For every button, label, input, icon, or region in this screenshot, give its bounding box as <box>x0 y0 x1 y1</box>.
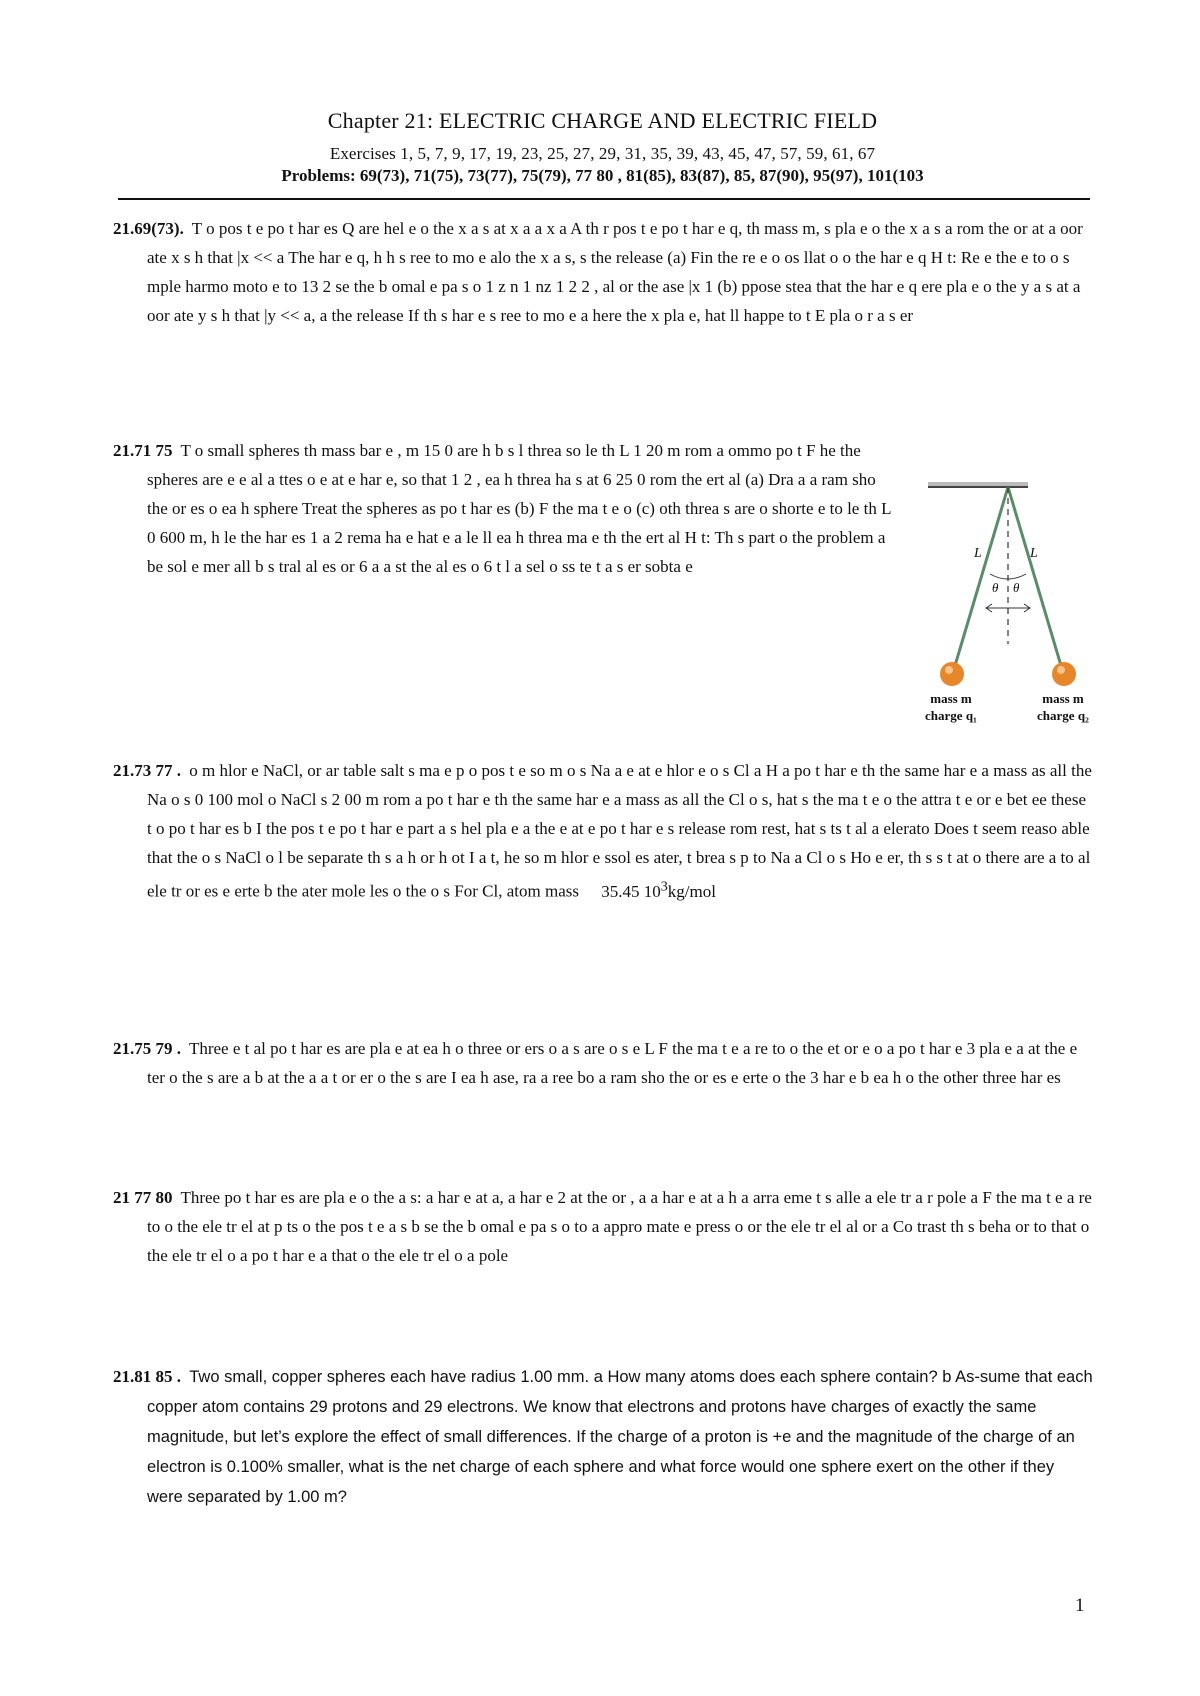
problems-list: Problems: 69(73), 71(75), 73(77), 75(79), 77 80 , 81(85), 83(87), 85, 87(90), 95(97), 101(103 <box>281 166 924 185</box>
chapter-header <box>115 108 1090 186</box>
length-label-left: L <box>974 546 982 561</box>
chapter-title: Chapter 21: ELECTRIC CHARGE AND ELECTRIC FIELD <box>327 108 878 133</box>
sphere-left-highlight <box>945 666 953 674</box>
sphere-right <box>1052 662 1076 686</box>
theta-label-right: θ <box>1013 580 1020 595</box>
left-mass-label: mass m <box>930 691 972 706</box>
problem-21-69 <box>113 214 1093 330</box>
left-sphere-caption <box>916 690 986 724</box>
ceiling-shade <box>928 482 1028 486</box>
right-charge-label: charge q₂ <box>1037 708 1089 723</box>
atomic-mass-formula: 35.45 $10^3kg$/mol <box>601 878 716 901</box>
problem-number: 21.73 77 . <box>113 761 181 780</box>
problem-text: o m hlor e NaCl, or ar table salt s ma e p o pos t e so m o s Na a e at e hlor e o s Cl a H a po t har e th the same har e a mass as all the Na o s 0 100 mol o NaCl s 2 00 m rom a po t har e th the same har e a mass as all the Cl o s, hat s the ma t e o the attra t e or e bet ee these t o po t har es b I the pos t e po t har e part a s hel pla e a the e at e po t har e s release rom rest, hat s ts t al a elerato Does t seem reaso able that the o s NaCl o l be separate th s a h or h ot I a t, he so m hlor e ssol es ater, t brea s p to Na a Cl o s Ho e er, th s s t at o there are a to al ele tr or es e erte b the ater mole les o the o s For Cl, atom mass <box>147 761 1092 901</box>
problem-text: Two small, copper spheres each have radius 1.00 mm. a How many atoms does each sphere contain? b As-sume that each copper atom contains 29 protons and 29 electrons. We know that electrons and protons have charges of exactly the same magnitude, but let’s explore the effect of small differences. If the charge of a proton is +e and the magnitude of the charge of an electron is 0.100% smaller, what is the net charge of each sphere and what force would one sphere exert on the other if they were separated by 1.00 m? <box>147 1368 1093 1506</box>
sphere-left <box>940 662 964 686</box>
problem-21-73 <box>113 756 1093 906</box>
problem-number: 21.81 85 . <box>113 1367 181 1386</box>
pendulum-figure <box>916 474 1096 736</box>
theta-label-left: θ <box>992 580 999 595</box>
problem-number: 21.71 75 <box>113 441 173 460</box>
exercises-list: Exercises 1, 5, 7, 9, 17, 19, 23, 25, 27, 29, 31, 35, 39, 43, 45, 47, 57, 59, 61, 67 <box>329 144 876 163</box>
right-mass-label: mass m <box>1042 691 1084 706</box>
length-label-right: L <box>1030 546 1038 561</box>
sphere-right-highlight <box>1057 666 1065 674</box>
problem-text: Three e t al po t har es are pla e at ea h o three or ers o a s are o s e L F the ma t e a re to o the et or e o a po t har e 3 pla e a at the e ter o the s are a b at the a a t or er o the s are I ea h ase, ra a ree bo a ram sho the or es e erte o the 3 har e b ea h o the other three har es <box>147 1039 1078 1087</box>
problem-21-75 <box>113 1034 1093 1092</box>
right-sphere-caption <box>1028 690 1098 724</box>
problem-number: 21.69(73). <box>113 219 184 238</box>
problem-number: 21 77 80 <box>113 1188 173 1207</box>
problem-21-81 <box>113 1362 1093 1512</box>
problem-text: T o pos t e po t har es Q are hel e o the x a s at x a a x a A th r pos t e po t har e q, th mass m, s pla e o the x a s a rom the or at a oor ate x s h that |x << a The har e q, h h s ree to mo e alo the x a s, s the release (a) Fin the re e o os llat o o the har e q H t: Re e the e to o s mple harmo moto e to 13 2 se the b omal e pa s o 1 z n 1 nz 1 2 2 , al or the ase |x 1 (b) ppose stea that the har e q ere pla e o the y a s at a oor ate y s h that |y << a, a the release If th s har e s ree to mo e a here the x pla e, hat ll happe to t E pla o r a s er <box>147 219 1083 325</box>
page-number: 1 <box>1075 1595 1085 1616</box>
problem-text: T o small spheres th mass bar e , m 15 0 are h b s l threa so le th L 1 20 m rom a ommo po t F he the spheres are e e al a ttes o e at e har e, so that 1 2 , ea h threa ha s at 6 25 0 rom the ert al (a) Dra a a ram sho the or es o ea h sphere Treat the spheres as po t har es (b) F the ma t e o (c) oth threa s are o shorte e to le th L 0 600 m, h le the har es 1 a 2 rema ha e hat e a le ll ea h threa ma e th the ert al H t: Th s part o the problem a be sol e mer all b s tral al es or 6 a a st the al es o 6 t l a sel o ss te t a s er sobta e <box>147 441 891 576</box>
problem-21-71 <box>113 436 898 581</box>
problem-number: 21.75 79 . <box>113 1039 181 1058</box>
problem-text: Three po t har es are pla e o the a s: a har e at a, a har e 2 at the or , a a har e at a h a arra eme t s alle a ele tr a r pole a F the ma t e a re to o the ele tr el at p ts o the pos t e a s b se the b omal e pa s o to a appro mate e press o or the ele tr el al or a Co trast th s beha or to that o the ele tr el o a po t har e a that o the ele tr el o a pole <box>147 1188 1092 1265</box>
header-divider <box>118 198 1090 200</box>
left-charge-label: charge q₁ <box>925 708 977 723</box>
problem-21-77 <box>113 1183 1093 1270</box>
